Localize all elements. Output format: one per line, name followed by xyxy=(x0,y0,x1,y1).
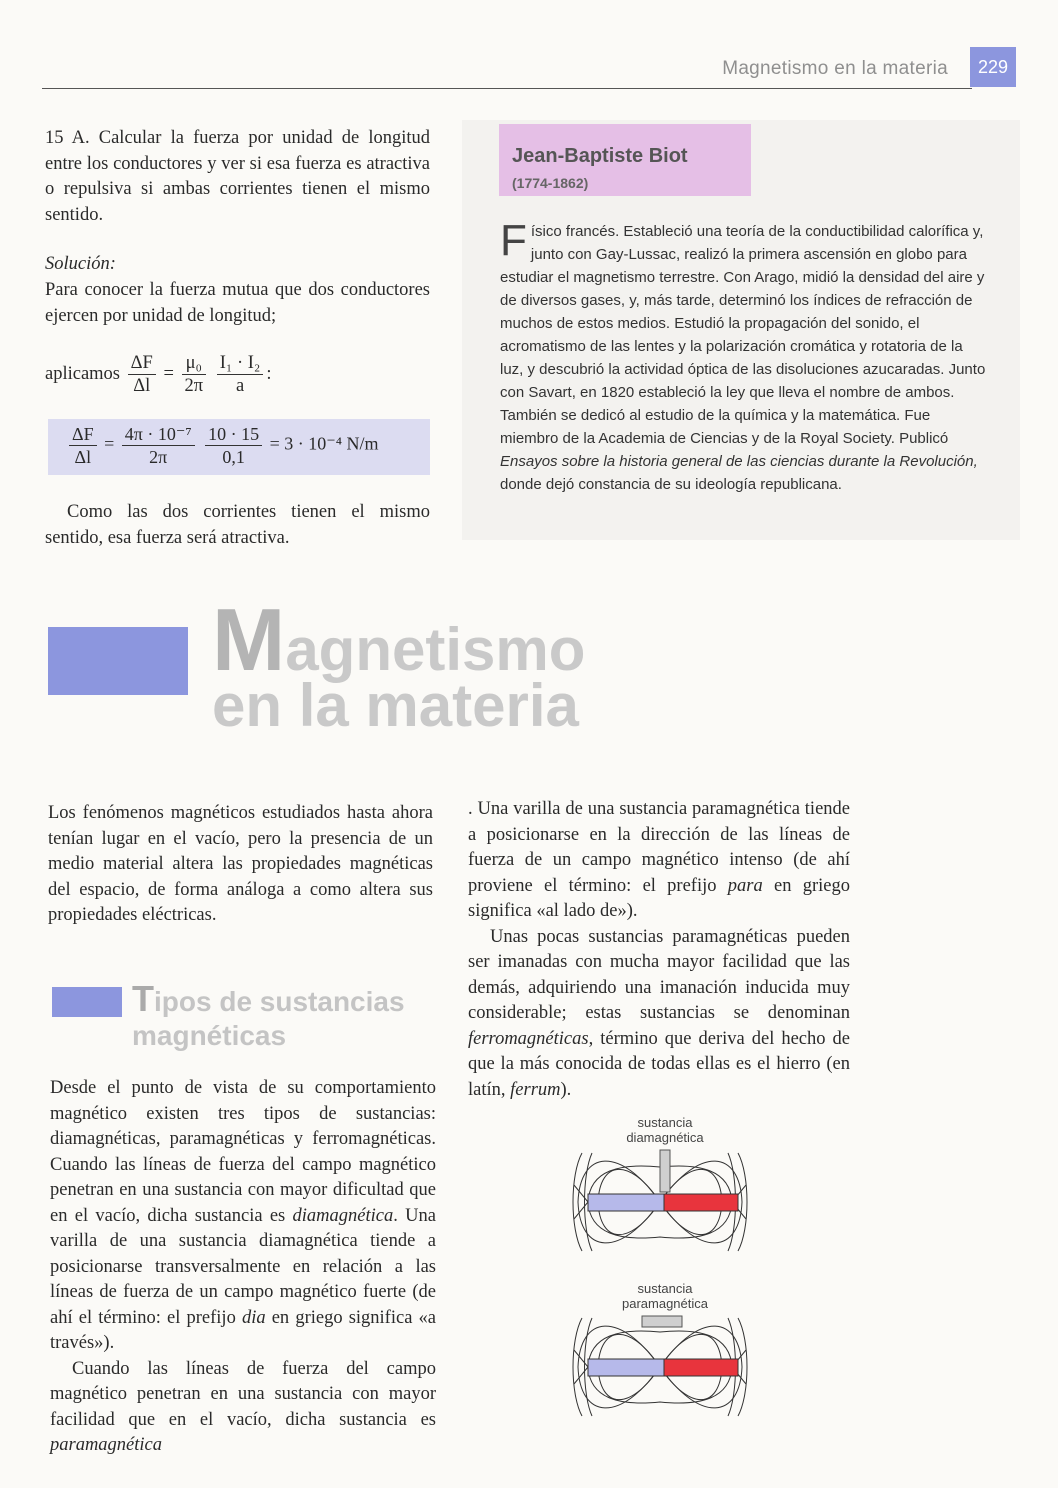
column-right-text xyxy=(468,797,850,1103)
magnet-north-pole xyxy=(664,1194,738,1211)
calc-fraction-2: $\frac{10 \cdot 15}{0,1}$ xyxy=(205,423,262,468)
paramagnetic-rod xyxy=(642,1316,682,1327)
running-title: Magnetismo en la materia xyxy=(722,58,948,79)
calc-lhs: $\frac{\Delta F}{\Delta l}$ xyxy=(69,423,97,468)
paragraph-diamagnetic: Desde el punto de vista de su comportamiento magnético existen tres tipos de sustancias: diamagnéticas, paramagnéticas y ferromagnéticas. Cuando las líneas de fuerza del campo magnético penetran en una sustancia con mayor dificultad que en el vacío, dicha sustancia es diamagnética. Una varilla de una sustancia diamagnética tiende a posicionarse transversalmente en relación a las líneas de fuerza de un campo magnético fuerte (de ahí el término: el prefijo dia en griego significa «a través»). xyxy=(50,1078,437,1353)
fraction-constant: $\frac{\text{μ₀}}{2\pi}$ xyxy=(182,352,207,397)
subsection-title-bar xyxy=(52,987,122,1017)
paragraph-paramagnetic-end: . Una varilla de una sustancia paramagnética tiende a posicionarse en la dirección de las líneas de fuerza de un campo magnético intenso (de ahí proviene el término: el prefijo para en griego significa «al lado de»). xyxy=(468,799,850,921)
column-left-text xyxy=(50,1076,436,1459)
fraction-lhs: $\frac{\Delta F}{\Delta l}$ xyxy=(128,352,156,397)
conclusion-text: Como las dos corrientes tienen el mismo sentido, esa fuerza será atractiva. xyxy=(45,502,430,548)
diamagnetic-figure xyxy=(560,1145,760,1260)
biography-name: Jean-Baptiste Biot xyxy=(512,145,688,167)
solution-heading: Solución: xyxy=(45,254,116,274)
header-rule xyxy=(42,88,972,89)
biography-years: (1774-1862) xyxy=(512,175,589,191)
calculation-box: $\frac{\Delta F}{\Delta l}$ = $\frac{\text{4π · 10⁻⁷}}{2\pi}$ $\frac{10 \cdot 15}{0,1}$ = 3 · 10⁻⁴ N/m xyxy=(48,419,430,475)
subsection-title: Tipos de sustancias magnéticas xyxy=(132,978,405,1051)
paragraph-ferromagnetic: Unas pocas sustancias paramagnéticas pueden ser imanadas con mucha mayor facilidad que las demás, adquiriendo una imanación inducida muy considerable; estas sustancias se denominan ferromagnéticas, término que deriva del hecho de que la más conocida de todas ellas es el hierro (en latín, ferrum). xyxy=(468,926,850,1100)
drop-cap: F xyxy=(500,216,527,265)
paramagnetic-figure xyxy=(560,1310,760,1425)
solution-text: Para conocer la fuerza mutua que dos conductores ejercen por unidad de longitud; xyxy=(45,280,430,326)
diamagnetic-label: sustancia diamagnética xyxy=(626,1115,704,1145)
fraction-currents: $\frac{\text{I₁ · I₂}}{a}$ xyxy=(217,352,264,397)
diamagnetic-rod xyxy=(660,1150,670,1192)
section-title: Magnetismo en la materia xyxy=(212,590,586,739)
exercise-statement: 15 A. Calcular la fuerza por unidad de longitud entre los conductores y ver si esa fuerza es atractiva o repulsiva si ambas corrientes tienen el mismo sentido. xyxy=(45,128,430,225)
apply-label: aplicamos xyxy=(45,363,121,384)
calc-fraction-1: $\frac{\text{4π · 10⁻⁷}}{2\pi}$ xyxy=(122,423,195,468)
page-number: 229 xyxy=(970,47,1016,87)
calc-result: = 3 · 10⁻⁴ N/m xyxy=(269,433,379,454)
biography-text: Físico francés. Estableció una teoría de la conductibilidad calorífica y, junto con Gay-Lussac, realizó la primera ascensión en globo para estudiar el magnetismo terrestre. Con Arago, midió la densidad del aire y de diversos gases, y, más tarde, determinó los índices de refracción de muchos de estos medios. Estudió la propagación del sonido, el acromatismo de las lentes y la polarización cromática y rotatoria de la luz, y descubrió la actividad óptica de las disoluciones azucaradas. Junto con Savart, en 1820 estableció la ley que lleva el nombre de ambos. También se dedicó al estudio de la química y la matemática. Fue miembro de la Academia de Ciencias y de la Royal Society. Publicó Ensayos sobre la historia general de las ciencias durante la Revolución, donde dejó constancia de su ideología republicana. xyxy=(500,216,986,493)
section-title-bar xyxy=(48,627,188,695)
paramagnetic-label: sustancia paramagnética xyxy=(622,1281,708,1311)
magnet-north-pole xyxy=(664,1359,738,1376)
section-intro: Los fenómenos magnéticos estudiados hasta ahora tenían lugar en el vacío, pero la presencia de un medio material altera las propiedades magnéticas del espacio, de forma análoga a como altera sus propiedades eléctricas. xyxy=(48,803,433,925)
magnet-south-pole xyxy=(588,1194,664,1211)
magnet-south-pole xyxy=(588,1359,664,1376)
formula-line: aplicamos $\frac{\Delta F}{\Delta l}$ = $\frac{\text{μ₀}}{2\pi}$ $\frac{\text{I₁ · I₂}}{a}$ : xyxy=(45,353,272,396)
equals-sign: = xyxy=(163,363,174,384)
paragraph-paramagnetic-start: Cuando las líneas de fuerza del campo magnético penetran en una sustancia con mayor facilidad que en el vacío, dicha sustancia es paramagnética xyxy=(50,1358,436,1455)
